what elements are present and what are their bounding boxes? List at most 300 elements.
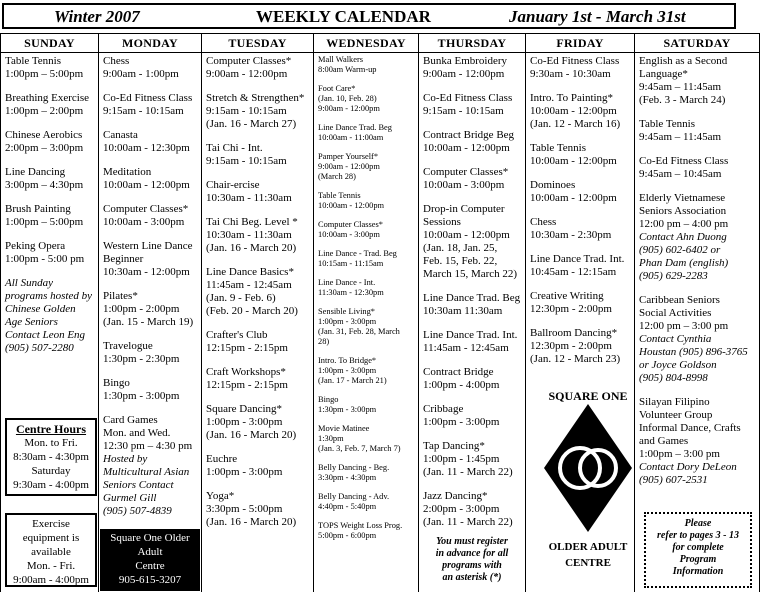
event-title: Creative Writing (530, 290, 604, 302)
event-title: Mall Walkers (318, 55, 363, 64)
event-entry (639, 396, 756, 487)
event-title: Bingo (318, 395, 339, 404)
event-detail: (Jan. 17 - March 21) (318, 376, 387, 385)
event-entry (103, 377, 198, 403)
event-detail: 3:30pm - 5:00pm (206, 503, 283, 515)
event-detail: Informal Dance, Crafts (639, 422, 741, 434)
event-detail: 9:15am - 10:15am (206, 155, 287, 167)
event-detail: programs hosted by (5, 290, 92, 302)
event-detail: 12:15pm - 2:15pm (206, 342, 288, 354)
day-header: WEDNESDAY (314, 33, 418, 53)
event-detail: (Jan. 3, Feb. 7, March 7) (318, 444, 401, 453)
event-detail: 9:00am - 1:00pm (103, 68, 179, 80)
note-line: refer to pages 3 - 13 (657, 530, 739, 541)
event-detail: 3:00pm – 4:30pm (5, 179, 84, 191)
event-detail: 2:00pm - 3:00pm (423, 503, 500, 515)
event-entry (318, 463, 415, 483)
event-title: Line Dance Trad. Int. (423, 329, 518, 341)
event-detail: 12:00 pm – 3:00 pm (639, 320, 729, 332)
event-detail: 10:00am - 3:00pm (103, 216, 185, 228)
exercise-line: Mon. - Fri. (26, 560, 76, 572)
event-entry (5, 203, 95, 229)
event-detail: 1:30pm (318, 434, 344, 443)
event-contact: or Joyce Goldson (639, 359, 717, 371)
event-entry (5, 166, 95, 192)
event-title: Card Games (103, 414, 158, 426)
day-header: FRIDAY (526, 33, 634, 53)
event-detail: 10:15am - 11:15am (318, 259, 384, 268)
event-entry (639, 118, 756, 144)
event-detail: 10:00am - 12:00pm (423, 229, 510, 241)
event-entry (206, 490, 310, 529)
event-detail: (Jan. 16 - March 27) (206, 118, 297, 130)
event-entry (206, 266, 310, 318)
event-detail: 3:30pm - 4:30pm (318, 473, 377, 482)
event-detail: (Jan. 16 - March 20) (206, 429, 297, 441)
event-detail: 8:00am Warm-up (318, 65, 377, 74)
event-entry (5, 240, 95, 266)
centre-hours-line: 8:30am - 4:30pm (13, 451, 89, 463)
event-title: Canasta (103, 129, 138, 141)
calendar-title: WEEKLY CALENDAR (256, 7, 431, 26)
event-title: Dominoes (530, 179, 576, 191)
note-line: for complete (672, 542, 724, 553)
event-contact: Contact Ahn Duong (639, 231, 727, 243)
logo-bottom-text: CENTRE (565, 557, 611, 569)
event-entry (5, 277, 95, 355)
event-entry (318, 123, 415, 143)
event-entry (206, 142, 310, 168)
event-entry (103, 414, 198, 518)
event-entry (103, 129, 198, 155)
event-detail: 10:00am - 3:00pm (423, 179, 505, 191)
event-contact: Hosted by (103, 453, 148, 465)
event-detail: (March 28) (318, 172, 356, 181)
event-detail: (Jan. 18, Jan. 25, (423, 242, 498, 254)
event-entry (103, 55, 198, 81)
event-contact: Houstan (905) 896-3765 (639, 346, 748, 358)
event-detail: 10:30am - 12:00pm (103, 266, 190, 278)
event-detail: 10:30am - 11:30am (206, 229, 292, 241)
event-contact: Contact Cynthia (639, 333, 712, 345)
event-title: Craft Workshops* (206, 366, 286, 378)
event-title: Line Dance - Trad. Beg (318, 249, 397, 258)
event-title: Breathing Exercise (5, 92, 89, 104)
event-detail: 1:30pm - 2:30pm (103, 353, 180, 365)
event-detail: (Feb. 3 - March 24) (639, 94, 726, 106)
event-title: Belly Dancing - Beg. (318, 463, 390, 472)
event-title: Table Tennis (639, 118, 695, 130)
event-contact: Gurmel Gill (103, 492, 157, 504)
event-title: Computer Classes* (423, 166, 509, 178)
event-detail: 1:00pm - 1:45pm (423, 453, 500, 465)
event-title: Co-Ed Fitness Class (423, 92, 513, 104)
note-line: programs with (442, 560, 502, 571)
event-contact: Seniors Contact (103, 479, 174, 491)
event-entry (103, 92, 198, 118)
event-detail: 1:30pm - 3:00pm (103, 390, 180, 402)
event-detail: 1:00pm – 5:00pm (5, 216, 84, 228)
event-entry (639, 294, 756, 385)
event-entry (103, 166, 198, 192)
note-line: an asterisk (*) (442, 572, 502, 583)
event-title: Intro. To Painting* (530, 92, 614, 104)
day-column-saturday (634, 33, 760, 592)
event-detail: 11:45am - 12:45am (423, 342, 509, 354)
event-title: Jazz Dancing* (423, 490, 488, 502)
event-contact: (905) 507-4839 (103, 505, 172, 517)
event-title: Line Dance Trad. Beg (318, 123, 392, 132)
event-detail: (Jan. 12 - March 16) (530, 118, 621, 130)
event-title: Computer Classes* (103, 203, 189, 215)
event-title: Caribbean Seniors (639, 294, 720, 306)
event-entry (318, 191, 415, 211)
event-detail: (Jan. 12 - March 23) (530, 353, 621, 365)
event-detail: (Feb. 20 - March 20) (206, 305, 298, 317)
event-title: Foot Care* (318, 84, 356, 93)
event-entry (423, 403, 522, 429)
event-detail: 9:00am - 12:00pm (318, 104, 380, 113)
event-title: Line Dancing (5, 166, 66, 178)
event-title: Travelogue (103, 340, 153, 352)
event-title: Elderly Vietnamese (639, 192, 726, 204)
event-entry (318, 492, 415, 512)
event-detail: 11:45am - 12:45am (206, 279, 292, 291)
event-contact: (905) 804-8998 (639, 372, 708, 384)
event-detail: (Jan. 11 - March 22) (423, 466, 513, 478)
event-detail: (Jan. 9 - Feb. 6) (206, 292, 276, 304)
event-detail: 10:00am - 12:00pm (530, 105, 617, 117)
event-title: TOPS Weight Loss Prog. (318, 521, 403, 530)
event-title: Table Tennis (318, 191, 361, 200)
logo-diamond (544, 404, 632, 532)
event-entry (206, 403, 310, 442)
event-detail: 10:30am - 2:30pm (530, 229, 612, 241)
event-title: Square Dancing* (206, 403, 283, 415)
event-detail: 9:15am - 10:15am (103, 105, 184, 117)
event-contact: (905) 607-2531 (639, 474, 708, 486)
day-header: TUESDAY (202, 33, 313, 53)
exercise-line: 9:00am - 4:00pm (13, 574, 89, 586)
event-entry (530, 92, 631, 131)
event-detail: 9:00am - 12:00pm (423, 68, 505, 80)
event-title: Belly Dancing - Adv. (318, 492, 390, 501)
event-detail: Language* (639, 68, 688, 80)
note-line: Information (672, 566, 724, 577)
event-detail: 12:00 pm – 4:00 pm (639, 218, 729, 230)
event-detail: Volunteer Group (639, 409, 713, 421)
event-entry (206, 92, 310, 131)
event-contact: (905) 629-2283 (639, 270, 708, 282)
event-detail: (905) 507-2280 (5, 342, 74, 354)
event-detail: Chinese Golden (5, 303, 76, 315)
event-title: Brush Painting (5, 203, 71, 215)
event-entry (423, 203, 522, 281)
event-detail: 1:00pm - 3:00pm (423, 416, 500, 428)
event-entry (318, 424, 415, 454)
event-entry (423, 490, 522, 529)
event-detail: Contact Leon Eng (5, 329, 86, 341)
event-title: Crafter's Club (206, 329, 268, 341)
event-entry (423, 166, 522, 192)
event-detail: 9:00am - 12:00pm (318, 162, 380, 171)
event-entry (318, 521, 415, 541)
day-column-thursday (418, 33, 525, 592)
centre-hours-line: 9:30am - 4:00pm (13, 479, 89, 491)
refer-note (644, 512, 752, 588)
date-range: January 1st - March 31st (509, 7, 686, 26)
event-detail: 10:00am - 12:00pm (530, 192, 617, 204)
event-detail: 10:00am - 12:30pm (103, 142, 190, 154)
event-contact: Contact Dory DeLeon (639, 461, 737, 473)
event-title: Tai Chi Beg. Level * (206, 216, 298, 228)
event-detail: 1:00pm - 3:00pm (318, 366, 377, 375)
event-detail: 11:30am - 12:30pm (318, 288, 384, 297)
event-detail: 2:00pm – 3:00pm (5, 142, 84, 154)
square-one-contact-box (100, 529, 200, 591)
event-detail: 9:30am - 10:30am (530, 68, 611, 80)
event-entry (318, 152, 415, 182)
event-entry (318, 356, 415, 386)
event-detail: (Jan. 16 - March 20) (206, 516, 297, 528)
centre-hours-line: Mon. to Fri. (24, 437, 78, 449)
event-entry (530, 253, 631, 279)
day-header: THURSDAY (419, 33, 525, 53)
day-column-sunday (0, 33, 98, 592)
event-detail: 10:00am - 12:00pm (103, 179, 190, 191)
contact-line: Centre (135, 560, 165, 572)
day-column-monday (98, 33, 201, 592)
calendar-header (2, 3, 736, 29)
event-entry (423, 55, 522, 81)
event-entry (103, 290, 198, 329)
event-title: Chess (103, 55, 130, 67)
event-detail: Age Seniors (5, 316, 58, 328)
event-detail: 12:15pm - 2:15pm (206, 379, 288, 391)
event-title: Sensible Living* (318, 307, 375, 316)
event-detail: (Jan. 10, Feb. 28) (318, 94, 377, 103)
event-entry (639, 155, 756, 181)
centre-hours-box (5, 418, 97, 496)
centre-hours-line: Saturday (31, 465, 71, 477)
exercise-line: available (31, 546, 71, 558)
event-entry (318, 278, 415, 298)
event-detail: 9:00am - 12:00pm (206, 68, 288, 80)
event-detail: Feb. 15, Feb. 22, (423, 255, 498, 267)
note-line: Program (679, 554, 717, 565)
event-title: Pamper Yourself* (318, 152, 379, 161)
event-entry (5, 55, 95, 81)
event-detail: 1:00pm – 2:00pm (5, 105, 84, 117)
event-title: Line Dance - Int. (318, 278, 376, 287)
event-title: Computer Classes* (318, 220, 383, 229)
event-detail: 9:45am – 11:45am (639, 81, 722, 93)
note-line: You must register (436, 536, 508, 547)
event-title: Tai Chi - Int. (206, 142, 263, 154)
event-entry (318, 249, 415, 269)
event-title: Contract Bridge Beg (423, 129, 515, 141)
event-title: Co-Ed Fitness Class (530, 55, 620, 67)
event-entry (103, 240, 198, 279)
event-entry (206, 453, 310, 479)
event-entry (318, 307, 415, 347)
event-detail: Sessions (423, 216, 461, 228)
event-entry (530, 179, 631, 205)
event-detail: (Jan. 15 - March 19) (103, 316, 194, 328)
event-title: English as a Second (639, 55, 728, 67)
event-entry (423, 440, 522, 479)
event-title: Chair-ercise (206, 179, 260, 191)
event-title: Line Dance Trad. Beg (423, 292, 521, 304)
event-entry (206, 55, 310, 81)
event-detail: 1:00pm - 5:00 pm (5, 253, 85, 265)
event-detail: 1:00pm - 3:00pm (318, 317, 377, 326)
event-title: Stretch & Strengthen* (206, 92, 305, 104)
event-entry (423, 329, 522, 355)
event-detail: 1:00pm – 5:00pm (5, 68, 84, 80)
event-entry (423, 292, 522, 318)
event-entry (5, 92, 95, 118)
event-detail: 28) (318, 337, 330, 346)
register-note (418, 536, 526, 584)
event-entry (318, 84, 415, 114)
event-title: Drop-in Computer (423, 203, 505, 215)
event-detail: 9:45am – 10:45am (639, 168, 722, 180)
event-title: Euchre (206, 453, 238, 465)
event-detail: 12:30pm - 2:00pm (530, 303, 612, 315)
event-entry (318, 55, 415, 75)
note-line: Please (684, 518, 712, 529)
exercise-box (5, 513, 97, 587)
event-detail: (Jan. 31, Feb. 28, March (318, 327, 400, 336)
event-title: Table Tennis (5, 55, 61, 67)
day-column-wednesday (313, 33, 418, 592)
event-title: Chinese Aerobics (5, 129, 83, 141)
event-entry (206, 179, 310, 205)
event-title: Silayan Filipino (639, 396, 710, 408)
event-title: Line Dance Basics* (206, 266, 294, 278)
event-entry (639, 192, 756, 283)
contact-line: Square One Older (110, 532, 190, 544)
event-title: Co-Ed Fitness Class (103, 92, 193, 104)
event-detail: 12:30pm - 2:00pm (530, 340, 612, 352)
event-title: Ballroom Dancing* (530, 327, 618, 339)
event-title: All Sunday (5, 277, 53, 289)
event-entry (206, 216, 310, 255)
day-header: SATURDAY (635, 33, 759, 53)
event-title: Computer Classes* (206, 55, 292, 67)
logo-bottom-text: OLDER ADULT (548, 541, 628, 553)
event-detail: 12:30 pm – 4:30 pm (103, 440, 193, 452)
contact-line: Adult (137, 546, 163, 558)
event-title: Co-Ed Fitness Class (639, 155, 729, 167)
event-entry (530, 327, 631, 366)
event-entry (530, 290, 631, 316)
event-entry (530, 142, 631, 168)
event-detail: 1:00pm - 2:00pm (103, 303, 180, 315)
event-contact: Phan Dam (english) (639, 257, 729, 269)
event-entry (5, 129, 95, 155)
event-detail: 10:00am - 3:00pm (318, 230, 380, 239)
event-detail: 1:00pm - 3:00pm (206, 466, 283, 478)
event-entry (318, 395, 415, 415)
event-entry (206, 329, 310, 355)
event-title: Bingo (103, 377, 130, 389)
event-detail: and Games (639, 435, 689, 447)
event-detail: 9:45am – 11:45am (639, 131, 722, 143)
event-detail: 10:00am - 12:00pm (318, 201, 385, 210)
centre-hours-title: Centre Hours (15, 422, 87, 436)
event-detail: Mon. and Wed. (103, 427, 171, 439)
event-contact: (905) 602-6402 or (639, 244, 721, 256)
event-entry (530, 216, 631, 242)
event-detail: March 15, March 22) (423, 268, 518, 280)
event-entry (423, 92, 522, 118)
event-detail: 1:30pm - 3:00pm (318, 405, 377, 414)
event-title: Table Tennis (530, 142, 586, 154)
event-detail: 10:45am - 12:15am (530, 266, 617, 278)
event-detail: 10:00am - 11:00am (318, 133, 384, 142)
event-title: Contract Bridge (423, 366, 494, 378)
day-column-tuesday (201, 33, 313, 592)
event-entry (423, 366, 522, 392)
event-title: Yoga* (206, 490, 235, 502)
square-one-logo (540, 388, 636, 588)
event-detail: Social Activities (639, 307, 712, 319)
event-detail: (Jan. 16 - March 20) (206, 242, 297, 254)
event-entry (103, 340, 198, 366)
contact-line: 905-615-3207 (118, 574, 182, 586)
event-entry (423, 129, 522, 155)
day-header: MONDAY (99, 33, 201, 53)
event-title: Meditation (103, 166, 152, 178)
event-detail: 1:00pm - 4:00pm (423, 379, 500, 391)
event-title: Intro. To Bridge* (318, 356, 377, 365)
event-detail: Beginner (103, 253, 144, 265)
event-detail: 10:30am 11:30am (423, 305, 503, 317)
event-detail: 1:00pm – 3:00 pm (639, 448, 720, 460)
event-entry (103, 203, 198, 229)
event-title: Peking Opera (5, 240, 66, 252)
logo-top-text: SQUARE ONE (548, 389, 628, 403)
note-line: in advance for all (435, 548, 509, 559)
event-detail: (Jan. 11 - March 22) (423, 516, 513, 528)
event-title: Bunka Embroidery (423, 55, 508, 67)
event-detail: 10:00am - 12:00pm (530, 155, 617, 167)
event-detail: 1:00pm - 3:00pm (206, 416, 283, 428)
event-entry (639, 55, 756, 107)
exercise-line: equipment is (22, 532, 80, 544)
event-title: Cribbage (423, 403, 464, 415)
exercise-line: Exercise (32, 518, 70, 530)
event-detail: 10:30am - 11:30am (206, 192, 292, 204)
event-title: Line Dance Trad. Int. (530, 253, 625, 265)
event-detail: 5:00pm - 6:00pm (318, 531, 377, 540)
day-header: SUNDAY (1, 33, 98, 53)
event-entry (530, 55, 631, 81)
season-label: Winter 2007 (54, 7, 140, 26)
event-detail: 10:00am - 12:00pm (423, 142, 510, 154)
event-detail: 4:40pm - 5:40pm (318, 502, 377, 511)
event-detail: Seniors Association (639, 205, 727, 217)
event-entry (206, 366, 310, 392)
event-title: Western Line Dance (103, 240, 193, 252)
event-title: Pilates* (103, 290, 138, 302)
event-title: Tap Dancing* (423, 440, 485, 452)
event-contact: Multicultural Asian (103, 466, 190, 478)
event-title: Movie Matinee (318, 424, 370, 433)
event-title: Chess (530, 216, 557, 228)
